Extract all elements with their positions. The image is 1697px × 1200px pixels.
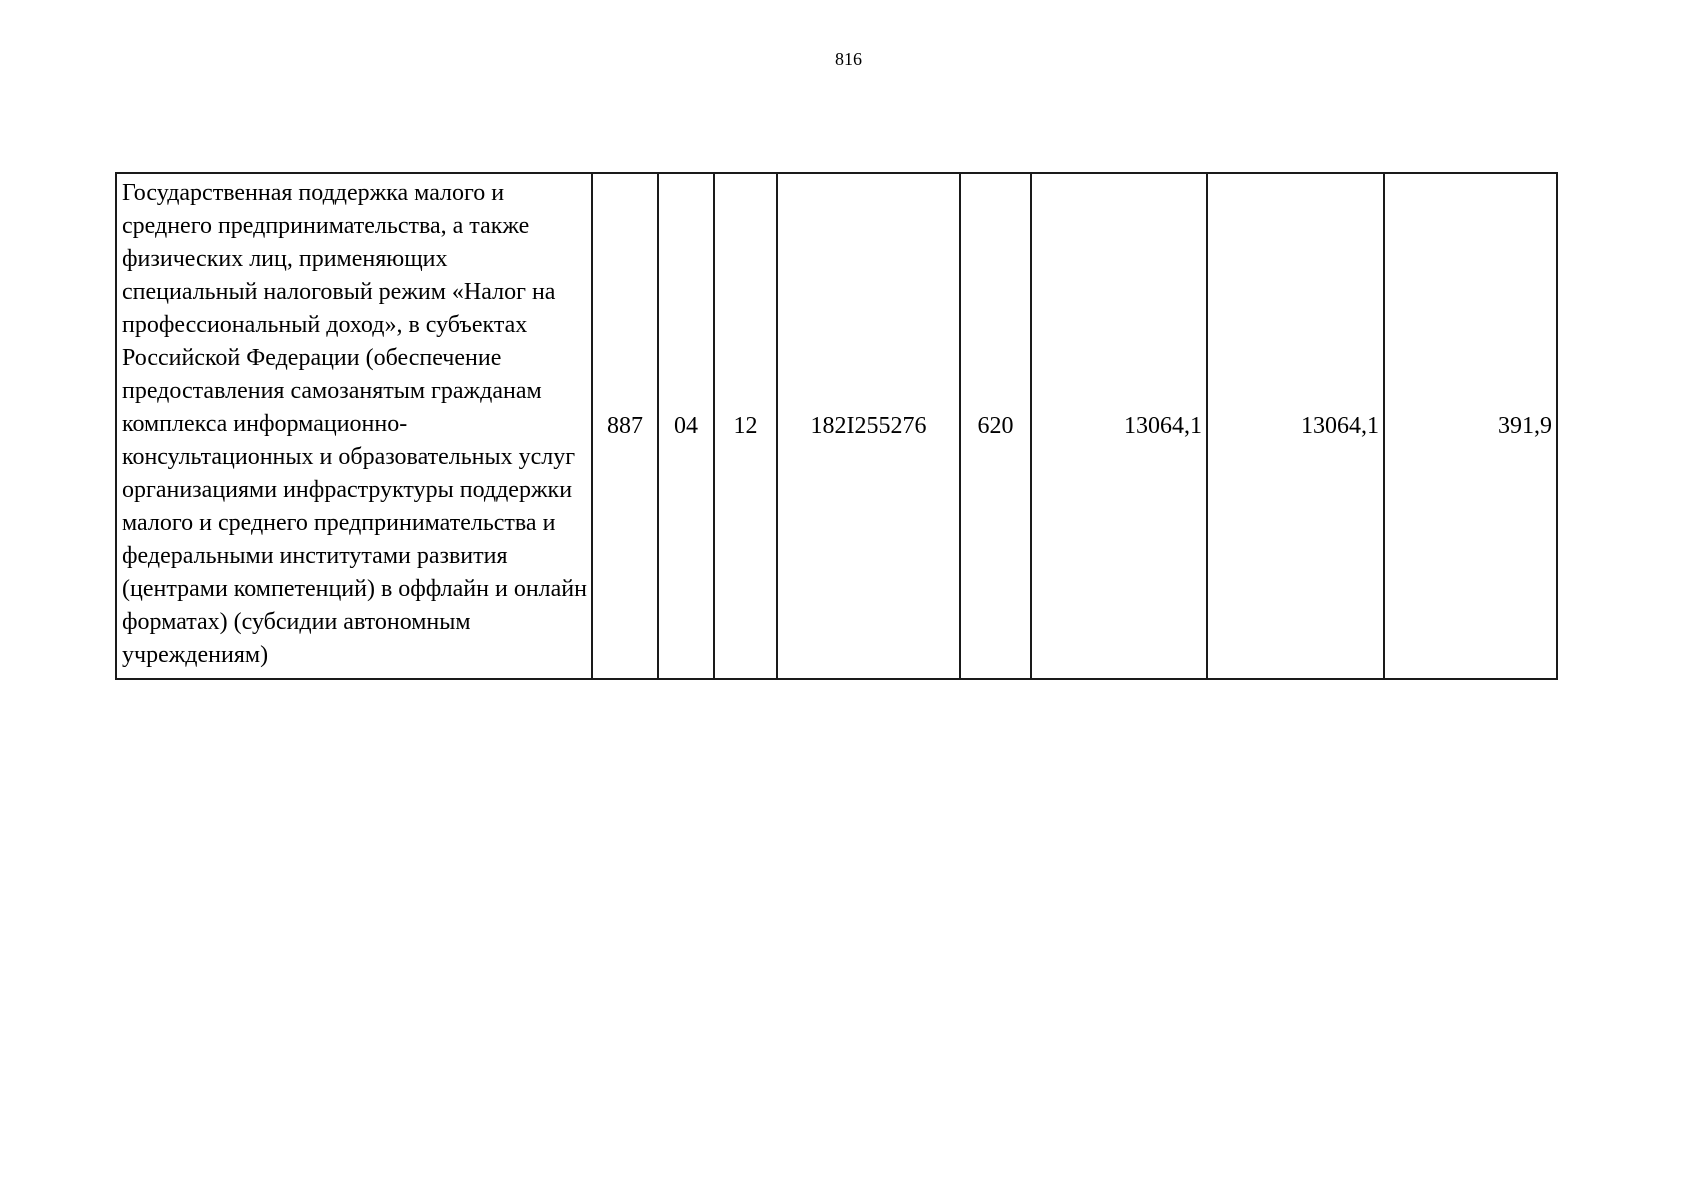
amount-1-cell: 13064,1: [1031, 173, 1207, 679]
expense-type-cell: 620: [960, 173, 1031, 679]
ministry-code-cell: 887: [592, 173, 658, 679]
subsection-cell: 12: [714, 173, 777, 679]
page-number: 816: [835, 49, 862, 69]
row-description: Государственная поддержка малого и среднего предпринимательства, а также физических лиц, применяющих специальный налоговый режим «Налог на профессиональный доход», в субъектах Российской Федерации (обеспечение предоставления самозанятым гражданам комплекса информационно-консультационных и образовательных услуг организациями инфраструктуры поддержки малого и среднего предпринимательства и федеральными институтами развития (центрами компетенций) в оффлайн и онлайн форматах) (субсидии автономным учреждениям): [116, 173, 592, 679]
table-row: [116, 173, 1557, 679]
target-article-cell: 182I255276: [777, 173, 960, 679]
section-cell: 04: [658, 173, 714, 679]
budget-table: [115, 172, 1558, 680]
amount-3-cell: 391,9: [1384, 173, 1557, 679]
amount-2-cell: 13064,1: [1207, 173, 1384, 679]
